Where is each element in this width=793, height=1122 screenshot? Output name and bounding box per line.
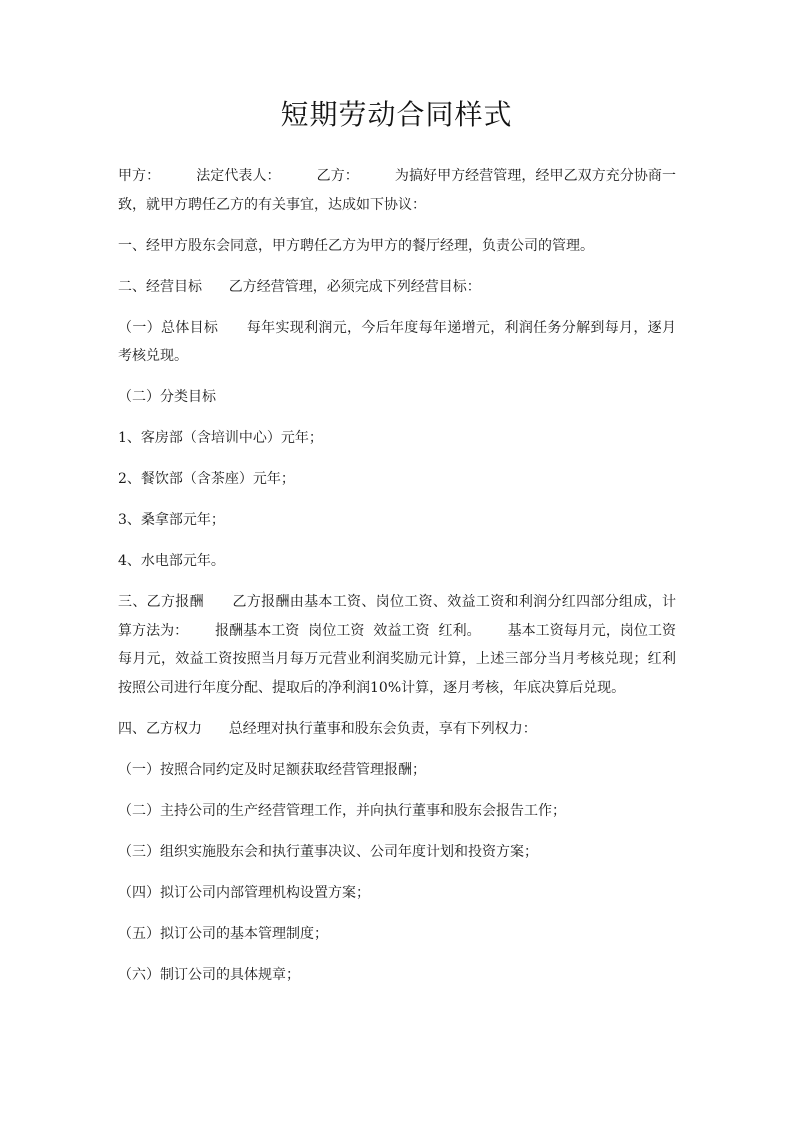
paragraph-power-6: （六）制订公司的具体规章； [118,966,300,983]
paragraph-target-item-1: 1、客房部（含培训中心）元年； [118,430,323,446]
paragraph-overall-target: （一）总体目标 每年实现利润元，今后年度每年递增元，利润任务分解到每月，逐月考核兑现。 [118,319,676,364]
paragraph-target-item-2: 2、餐饮部（含茶座）元年； [118,471,295,487]
paragraph-power-2: （二）主持公司的生产经营管理工作，并向执行董事和股东会报告工作； [118,802,566,819]
paragraph-clause-2: 二、经营目标 乙方经营管理，必须完成下列经营目标： [118,278,481,295]
paragraph-target-item-4: 4、水电部元年。 [118,553,225,569]
paragraph-power-3: （三）组织实施股东会和执行董事决议、公司年度计划和投资方案； [118,843,538,860]
paragraph-target-item-3: 3、桑拿部元年； [118,512,225,528]
paragraph-clause-3: 三、乙方报酬 乙方报酬由基本工资、岗位工资、效益工资和利润分红四部分组成，计算方法为： 报酬基本工资 岗位工资 效益工资 红利。 基本工资每月元，岗位工资每月元，效益工资按照当月每万元营业利润奖励元计算，上述三部分当月考核兑现；红利按照公司进行年度分配、提取后的净利润10%计算，逐月考核，年底决算后兑现。 [118,594,676,696]
document-body [118,162,676,1002]
paragraph-power-1: （一）按照合同约定及时足额获取经营管理报酬； [118,761,426,778]
paragraph-category-target: （二）分类目标 [118,389,216,405]
paragraph-clause-1: 一、经甲方股东会同意，甲方聘任乙方为甲方的餐厅经理，负责公司的管理。 [118,237,594,254]
paragraph-clause-4: 四、乙方权力 总经理对执行董事和股东会负责，享有下列权力： [118,720,537,737]
paragraph-parties: 甲方： 法定代表人： 乙方： 为搞好甲方经营管理，经甲乙双方充分协商一致，就甲方聘任乙方的有关事宜，达成如下协议： [118,168,676,213]
paragraph-power-5: （五）拟订公司的基本管理制度； [118,925,328,942]
document-title: 短期劳动合同样式 [280,98,513,131]
paragraph-power-4: （四）拟订公司内部管理机构设置方案； [118,884,370,901]
